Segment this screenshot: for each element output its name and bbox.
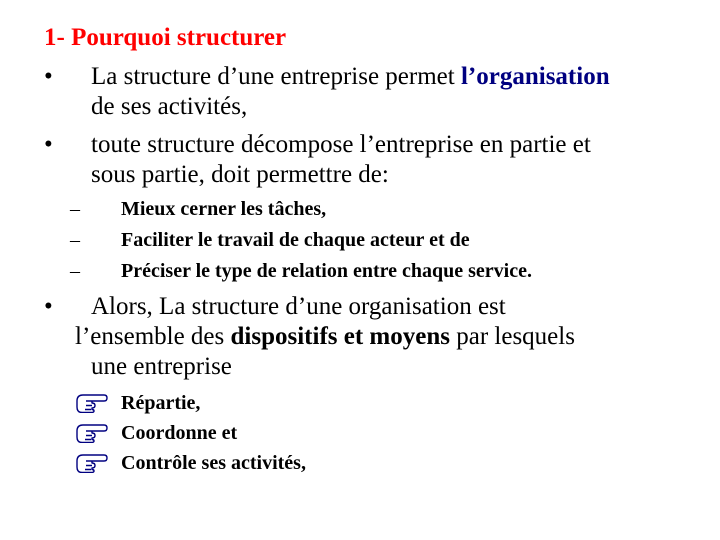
bullet-1-line-2: de ses activités, <box>91 93 248 120</box>
bullet-marker: • <box>44 293 53 320</box>
slide-title: 1- Pourquoi structurer <box>44 24 287 51</box>
bullet-3-bold: dispositifs et moyens <box>230 323 450 350</box>
bullet-marker: • <box>44 131 53 158</box>
bullet-3-line-1: Alors, La structure d’une organisation est <box>91 293 506 320</box>
sub-item-2: Faciliter le travail de chaque acteur et de <box>121 229 470 251</box>
pointing-hand-icon <box>76 421 108 443</box>
pointing-hand-icon <box>76 451 108 473</box>
bullet-marker: • <box>44 63 53 90</box>
bullet-1-line-1 <box>91 62 610 92</box>
bullet-3-line-3: une entreprise <box>91 353 232 380</box>
pointing-hand-icon <box>76 391 108 413</box>
dash-marker: – <box>70 198 80 220</box>
bullet-1-emphasis: l’organisation <box>460 63 610 90</box>
sub-item-1: Mieux cerner les tâches, <box>121 198 327 220</box>
bullet-3-text-post: par lesquels <box>449 323 575 350</box>
pointer-item-2: Coordonne et <box>121 422 238 444</box>
bullet-2-line-1: toute structure décompose l’entreprise en partie et <box>91 131 591 158</box>
bullet-1-text: La structure d’une entreprise permet <box>91 63 461 90</box>
dash-marker: – <box>70 229 80 251</box>
bullet-3-text-pre: l’ensemble des <box>75 323 231 350</box>
bullet-2-line-2: sous partie, doit permettre de: <box>91 161 389 188</box>
pointer-item-1: Répartie, <box>121 392 201 414</box>
sub-item-3: Préciser le type de relation entre chaque service. <box>121 260 532 282</box>
bullet-3-line-2 <box>75 322 575 352</box>
dash-marker: – <box>70 260 80 282</box>
pointer-item-3: Contrôle ses activités, <box>121 452 306 474</box>
